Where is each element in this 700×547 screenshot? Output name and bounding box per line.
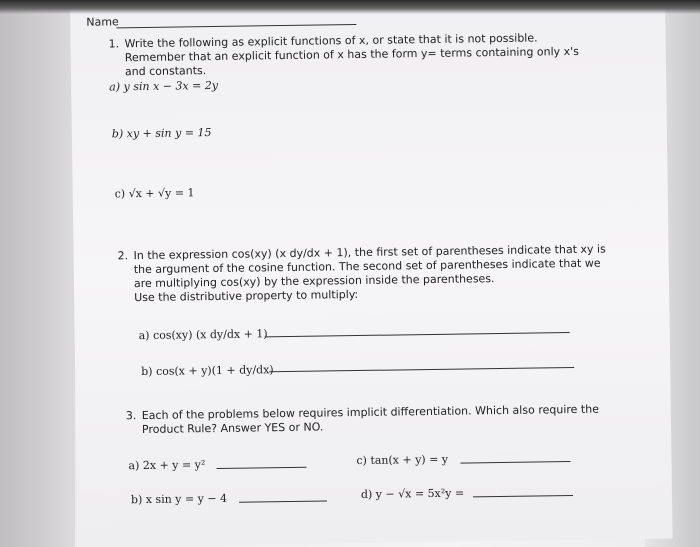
q2-line4: Use the distributive property to multiply: — [134, 288, 359, 305]
name-line — [116, 24, 356, 28]
q3-answer-line-d — [473, 495, 573, 497]
q2-answer-line-b — [269, 367, 574, 372]
q2-line3: are multiplying cos(xy) by the expression inside the parentheses. — [133, 272, 495, 291]
q2-part-b: b) cos(x + y)(1 + dy/dx) — [141, 363, 274, 379]
q2-number: 2. — [117, 249, 129, 263]
q2-line1: In the expression cos(xy) (x dy/dx + 1), the first set of parentheses indicate that xy is — [133, 242, 606, 263]
q3-part-c: c) tan(x + y) = y — [356, 452, 449, 468]
q3-answer-line-c — [460, 461, 570, 464]
q3-answer-line-a — [217, 467, 307, 469]
q1-part-b: b) xy + sin y = 15 — [111, 126, 212, 141]
q3-line2: Product Rule? Answer YES or NO. — [141, 420, 324, 437]
q3-line1: Each of the problems below requires implicit differentiation. Which also require the — [141, 402, 600, 423]
top-shadow — [0, 0, 700, 14]
q1-line1: Write the following as explicit functions of x, or state that it is not possible. — [124, 31, 538, 51]
q2-line2: the argument of the cosine function. The second set of parentheses indicate that we — [133, 256, 601, 277]
desk-edge-left — [0, 0, 75, 547]
q1-number: 1. — [108, 37, 120, 51]
q1-part-c: c) √x + √y = 1 — [114, 186, 195, 201]
q3-part-b: b) x sin y = y − 4 — [130, 491, 228, 507]
q2-part-a: a) cos(xy) (x dy/dx + 1) — [138, 327, 268, 343]
worksheet-page — [70, 0, 673, 547]
q1-line2: Remember that an explicit function of x has the form y= terms containing only x's — [124, 44, 579, 65]
q2-answer-line-a — [265, 332, 570, 337]
q3-number: 3. — [125, 409, 137, 423]
q3-part-d: d) y − √x = 5x²y = — [360, 486, 465, 501]
name-label: Name — [86, 15, 119, 29]
q1-line3: and constants. — [124, 64, 207, 79]
q3-part-a: a) 2x + y = y² — [128, 458, 206, 473]
q3-answer-line-b — [239, 500, 327, 502]
q1-part-a: a) y sin x − 3x = 2y — [109, 78, 219, 94]
